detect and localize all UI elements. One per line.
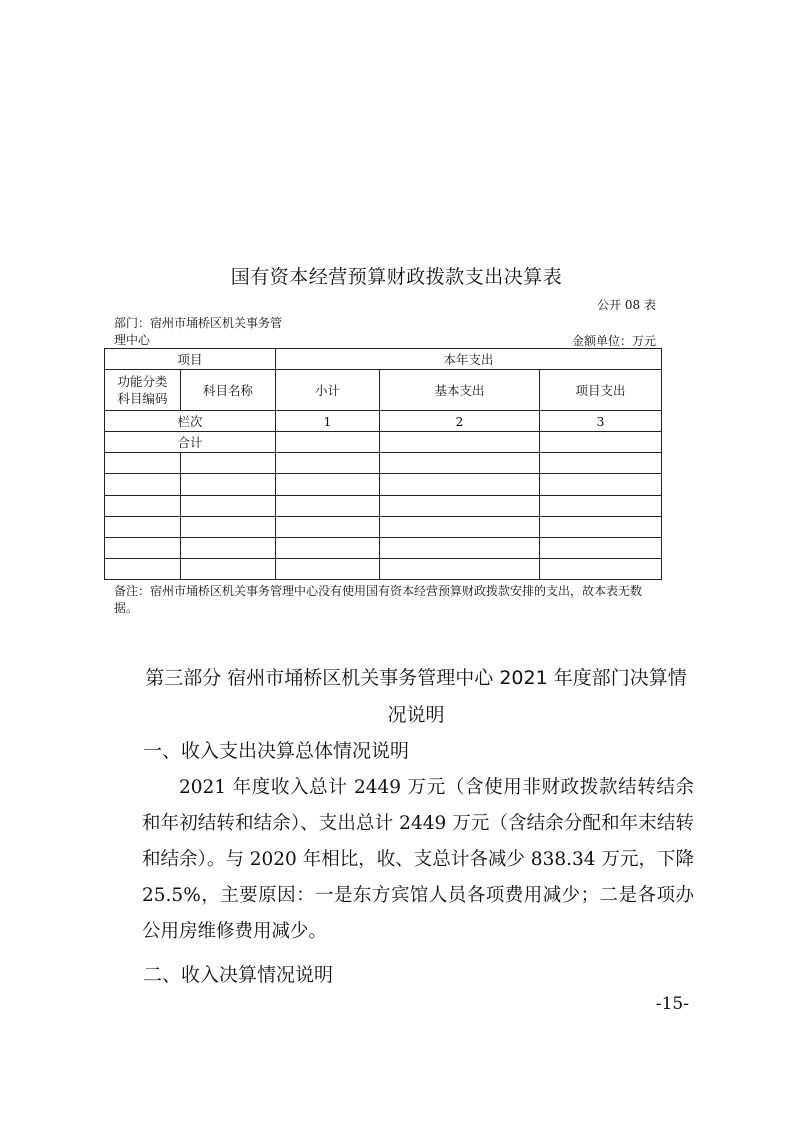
page-number: -15- bbox=[655, 994, 689, 1014]
header-current-year: 本年支出 bbox=[276, 349, 662, 370]
paragraph-overview: 2021 年度收入总计 2449 万元（含使用非财政拨款结转结余和年初结转和结余）、支出总计 2449 万元（含结余分配和年末结转和结余）。与 2020 年相比，收、支总计各减少 838.34 万元，下降 25.5%，主要原因：一是东方宾馆人员各项费用减少；二是各项办公用房维修费用减少。 bbox=[142, 777, 694, 942]
total-subtotal-cell bbox=[276, 432, 380, 453]
heading-income-expenditure-overview: 一、收入支出决算总体情况说明 bbox=[143, 740, 410, 762]
table-code: 公开 08 表 bbox=[597, 298, 656, 312]
table-row bbox=[105, 495, 662, 516]
col-project-expenditure: 项目支出 bbox=[540, 370, 662, 411]
col-basic-expenditure: 基本支出 bbox=[380, 370, 540, 411]
total-project-cell bbox=[540, 432, 662, 453]
table-row bbox=[105, 453, 662, 474]
lanci-3: 3 bbox=[540, 411, 662, 432]
table-title: 国有资本经营预算财政拨款支出决算表 bbox=[230, 266, 563, 288]
lanci-2: 2 bbox=[380, 411, 540, 432]
table-row bbox=[105, 474, 662, 495]
table-row bbox=[105, 516, 662, 537]
expenditure-table bbox=[104, 348, 662, 580]
header-row-2 bbox=[105, 370, 662, 411]
heading-income-details: 二、收入决算情况说明 bbox=[143, 964, 334, 986]
section-title: 第三部分 宿州市埇桥区机关事务管理中心 2021 年度部门决算情况说明 bbox=[145, 667, 687, 726]
lanci-label: 栏次 bbox=[105, 411, 276, 432]
col-function-code bbox=[105, 370, 181, 411]
department-label: 部门：宿州市埇桥区机关事务管理中心 bbox=[114, 316, 283, 347]
col-subtotal: 小计 bbox=[276, 370, 380, 411]
table-row bbox=[105, 558, 662, 579]
total-basic-cell bbox=[380, 432, 540, 453]
lanci-1: 1 bbox=[276, 411, 380, 432]
col-subject-name: 科目名称 bbox=[181, 370, 276, 411]
total-label: 合计 bbox=[105, 432, 276, 453]
lanci-row bbox=[105, 411, 662, 432]
header-project: 项目 bbox=[105, 349, 276, 370]
table-note: 备注：宿州市埇桥区机关事务管理中心没有使用国有资本经营预算财政拨款安排的支出，故本表无数据。 bbox=[114, 584, 643, 615]
amount-unit: 金额单位：万元 bbox=[571, 334, 656, 348]
header-row-1 bbox=[105, 349, 662, 370]
col-function-code-label: 功能分类科目编码 bbox=[117, 374, 168, 407]
total-row bbox=[105, 432, 662, 453]
table-row bbox=[105, 537, 662, 558]
